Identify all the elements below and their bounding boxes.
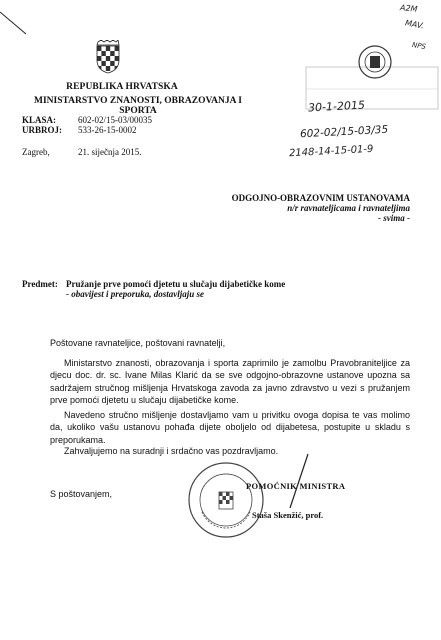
signature-name: Staša Skenžić, prof. [252,510,324,520]
paragraph-1: Ministarstvo znanosti, obrazovanja i sporta zaprimilo je zamolbu Pravobraniteljice za djecu doc. dr. sc. Ivane Milas Klarić da se sve odgojno-obrazovne ustanove upozna sa sadržajem stručnog mišljenja Hrvatskoga zavoda za javno zdravstvo u vezi s pružanjem prve pomoći djetetu u slučaju dijabetičke kome. [50,358,410,406]
urbroj-label: URBROJ: [22,125,62,135]
coat-of-arms-icon [95,40,121,74]
recipient-line-3: - svima - [378,213,410,223]
letterhead-country: REPUBLIKA HRVATSKA [66,82,178,92]
letter-place: Zagreb, [22,147,50,157]
handwritten-note-b: MAV. [404,18,425,31]
handwritten-received-urbroj: 2148-14-15-01-9 [288,143,374,160]
klasa-value: 602-02/15-03/00035 [78,115,152,125]
subject-label: Predmet: [22,279,58,289]
subject-line-2: - obavijest i preporuka, dostavljaju se [66,289,204,299]
greeting: Poštovane ravnateljice, poštovani ravnatelji, [50,338,226,348]
paragraph-2: Navedeno stručno mišljenje dostavljamo vam u privitku ovoga dopisa te vas molimo da, ukoliko vašu ustanovu pohađa dijete oboljelo od dijabetesa, postupite u skladu s preporukama. [50,410,410,445]
handwritten-note-a: A2M [399,3,418,14]
letterhead-ministry: MINISTARSTVO ZNANOSTI, OBRAZOVANJA I SPORTA [34,96,242,116]
letter-date: 21. siječnja 2015. [78,147,142,157]
subject-line-1: Pružanje prve pomoći djetetu u slučaju dijabetičke kome [66,279,286,289]
klasa-label: KLASA: [22,115,57,125]
signature-title: POMOĆNIK MINISTRA [246,481,346,491]
recipient-line-2: n/r ravnateljicama i ravnateljima [287,203,410,213]
recipient-block [185,193,410,223]
closing: S poštovanjem, [50,489,113,499]
recipient-line-1: ODGOJNO-OBRAZOVNIM USTANOVAMA [231,193,410,203]
subject-block [66,279,366,299]
handwritten-received-klasa: 602-02/15-03/35 [299,123,389,141]
paragraph-3: Zahvaljujemo na suradnji i srdačno vas pozdravljamo. [64,446,279,456]
handwritten-received-date: 30-1-2015 [307,98,366,115]
certification-seal-icon [357,44,393,80]
urbroj-value: 533-26-15-0002 [78,125,137,135]
corner-fold-line [0,0,40,40]
official-seal [186,460,266,540]
handwritten-note-c: NPS [411,41,427,51]
